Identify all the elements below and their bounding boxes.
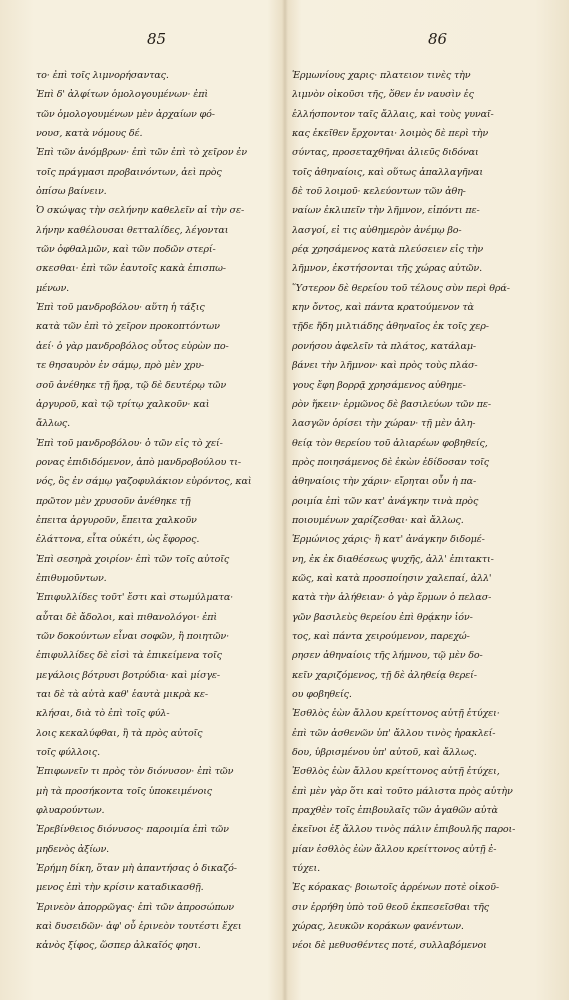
text-line: μίαν ἐσθλὸς ἐὼν ἄλλου κρείττονος αὐτῇ ἐ- [292, 843, 497, 855]
text-line: γους ἔφη βορρᾷ χρησάμενος αὐθημε- [292, 379, 466, 391]
text-line: πρῶτον μὲν χρυσοῦν ἀνέθηκε τῇ [36, 495, 191, 507]
text-line: το· ἐπὶ τοῖς λιμνορήσαντας. [36, 70, 169, 81]
text-line: μένων. [36, 282, 70, 294]
left-page-number: 85 [147, 30, 167, 48]
text-line: λοις κεκαλύφθαι, ἢ τὰ πρὸς αὐτοῖς [36, 727, 203, 739]
text-line: ἑλλήσποντον ταῖς ἄλλαις, καὶ τοὺς γυναῖ- [292, 108, 494, 120]
text-line: πραχθὲν τοῖς ἐπιβουλαῖς τῶν ἀγαθῶν αὐτὰ [292, 805, 498, 817]
text-line: δὲ τοῦ λοιμοῦ· κελεύοντων τῶν ἀθη- [292, 186, 466, 198]
text-line: κην ὄντος, καὶ πάντα κρατούμενον τὰ [292, 302, 474, 314]
text-line: τῶν ὁμολογουμένων μὲν ἀρχαίων φό- [36, 108, 215, 120]
text-line: νός, ὃς ἐν σάμῳ γαζοφυλάκιον εὑρόντος, καὶ [36, 476, 252, 488]
text-line: τῶν δοκούντων εἶναι σοφῶν, ἢ ποιητῶν· [36, 630, 229, 642]
text-line: κατὰ τὴν ἀλήθειαν· ὁ γὰρ ἕρμων ὁ πελασ- [292, 592, 492, 604]
text-line: τῶν ὀφθαλμῶν, καὶ τῶν ποδῶν στερί- [36, 244, 216, 256]
text-line: Ἑρμώνιος χάρις· ἢ κατ' ἀνάγκην διδομέ- [292, 534, 485, 546]
text-line: καὶ δυσειδῶν· ἀφ' οὗ ἐρινεὸν τουτέστι ἔχει [36, 921, 242, 933]
text-line: αὗται δὲ ἄδολοι, καὶ πιθανολόγοι· ἐπὶ [36, 611, 218, 623]
text-line: ἐπιφυλλίδες δὲ εἰσὶ τὰ ἐπικείμενα τοῖς [36, 650, 222, 662]
text-line: τοῖς ἀθηναίοις, καὶ οὕτως ἀπαλλαγῆναι [292, 166, 484, 178]
text-line: ρησεν ἀθηναίοις τῆς λήμνου, τῷ μὲν δο- [292, 650, 483, 662]
text-line: Ἐρινεὸν ἀπορρῶγας· ἐπὶ τῶν ἀπροσώπων [36, 901, 234, 913]
text-line: μενος ἐπὶ τὴν κρίσιν καταδικασθῇ. [36, 882, 204, 894]
text-line: κἀνὸς ξίφος, ὥσπερ ἀλκαῖός φησι. [36, 940, 201, 952]
text-line: κεῖν χαριζόμενος, τῇ δὲ ἀληθείᾳ θερεί- [292, 669, 477, 681]
text-line: ἀργυροῦ, καὶ τῷ τρίτῳ χαλκοῦν· καὶ [36, 398, 210, 410]
text-line: πρὸς ποιησάμενος δὲ ἑκὼν ἐδίδοσαν τοῖς [292, 456, 489, 468]
text-line: ἐπιθυμοῦντων. [36, 572, 107, 584]
text-line: ἐλάττονα, εἶτα οὐκέτι, ὡς ἔφορος. [36, 534, 200, 546]
text-line: σύντας, προσεταχθῆναι ἀλιεῦς διδόναι [292, 147, 479, 159]
text-line: ποιουμένων χαρίζεσθαι· καὶ ἄλλως. [292, 514, 464, 526]
text-line: φλυαρούντων. [36, 805, 105, 817]
text-line: τύχει. [292, 863, 321, 875]
text-line: ρονήσου ἀφελεῖν τὰ πλάτος, κατάλαμ- [292, 340, 477, 352]
text-line: ἄλλως. [36, 418, 70, 430]
text-line: Ἐπὶ σεσηρὰ χοιρίον· ἐπὶ τῶν τοῖς αὐτοῖς [36, 553, 230, 565]
text-line: τῇδε ἤδη μιλτιάδης ἀθηναῖος ἐκ τοῖς χερ- [292, 321, 489, 333]
text-line: ρέᾳ χρησάμενος κατὰ πλεύσειεν εἰς τὴν [292, 244, 484, 256]
text-line: Ἐπιφυλλίδες τοῦτ' ἔστι καὶ στωμύλματα· [36, 592, 234, 604]
left-text-column [36, 66, 270, 966]
text-line: σοῦ ἀνέθηκε τῇ ἥρᾳ, τῷ δὲ δευτέρῳ τῶν [36, 379, 227, 391]
text-line: Ἐρεβίνθειος διόνυσος· παροιμία ἐπὶ τῶν [36, 824, 229, 836]
text-line: λασγοί, εἰ τις αὐθημερὸν ἀνέμῳ βο- [292, 224, 462, 236]
text-line: ὀπίσω βαίνειν. [36, 186, 107, 198]
text-line: ἐπὶ μὲν γὰρ ὅτι καὶ τοῦτο μάλιστα πρὸς αὐτὴν [292, 785, 513, 797]
text-line: θείᾳ τὸν θερείου τοῦ ἀλιαρέων φοβηθείς, [292, 437, 488, 449]
text-line: μηδενὸς ἀξίων. [36, 843, 110, 855]
text-line: λήνην καθέλουσαι θετταλίδες, λέγονται [36, 224, 229, 236]
text-line: δου, ὑβρισμένου ὑπ' αὐτοῦ, καὶ ἄλλως. [292, 747, 477, 759]
text-line: Ἐπὶ δ' ἀλφίτων ὁμολογουμένων· ἐπὶ [36, 89, 209, 101]
text-line: κῶς, καὶ κατὰ προσποίησιν χαλεπαί, ἀλλ' [292, 572, 492, 584]
text-line: νέοι δὲ μεθυσθέντες ποτέ, συλλαβόμενοι [292, 940, 487, 952]
text-line: Ἐς κόρακας· βοιωτοῖς ἀρρένων ποτὲ οἰκοῦ- [292, 882, 499, 894]
text-line: σιν ἐρρήθη ὑπὸ τοῦ θεοῦ ἐκπεσεῖσθαι τῆς [292, 901, 489, 913]
text-line: τε θησαυρὸν ἐν σάμῳ, πρὸ μὲν χρυ- [36, 360, 205, 372]
text-line: Ἐπὶ τοῦ μανδροβόλου· αὕτη ἡ τάξις [36, 302, 205, 314]
text-line: ἀθηναίοις τὴν χάριν· εἴρηται οὖν ἡ πα- [292, 476, 477, 488]
text-line: κατὰ τῶν ἐπὶ τὸ χεῖρον προκοπτόντων [36, 321, 220, 333]
text-line: νουσ, κατὰ νόμους δέ. [36, 128, 143, 140]
text-line: Ἐρήμη δίκη, ὅταν μὴ ἀπαντήσας ὁ δικαζό- [36, 863, 237, 875]
text-line: ἐκεῖνοι ἐξ ἄλλου τινὸς πάλιν ἐπιβουλῆς παροι- [292, 824, 516, 836]
text-line: τοῖς πράγμασι προβαινόντων, ἀεὶ πρὸς [36, 166, 222, 178]
text-line: λιμνὸν οἰκοῦσι τῆς, ὅθεν ἐν ναυσὶν ἐς [292, 89, 474, 101]
text-line: κας ἐκεῖθεν ἔρχονται· λοιμὸς δὲ περὶ τὴν [292, 128, 489, 140]
text-line: ρὸν ἥκειν· ἐρμῶνος δὲ βασιλεύων τῶν πε- [292, 398, 491, 410]
text-line: λῆμνον, ἐκστήσονται τῆς χώρας αὐτῶν. [292, 263, 482, 275]
text-line: νη, ἐκ ἐκ διαθέσεως ψυχῆς, ἀλλ' ἐπιτακτι- [292, 553, 494, 565]
text-line: ται δὲ τὰ αὐτὰ καθ' ἑαυτὰ μικρὰ κε- [36, 689, 208, 700]
text-line: χώρας, λευκῶν κοράκων φανέντων. [292, 921, 464, 933]
text-line: ἐπὶ τῶν ἀσθενῶν ὑπ' ἄλλου τινὸς ἡρακλεί- [292, 727, 496, 739]
text-line: τος, καὶ πάντα χειρούμενον, παρεχώ- [292, 630, 470, 642]
text-line: Ἐπιφωνεῖν τι πρὸς τὸν διόνυσον· ἐπὶ τῶν [36, 766, 234, 778]
text-line: κλήσαι, διὰ τὸ ἐπὶ τοῖς φύλ- [36, 708, 170, 720]
text-line: Ἑρμωνίους χαρις· πλατειον τινὲς τὴν [292, 70, 471, 81]
text-line: Ὕστερον δὲ θερείου τοῦ τέλους σὺν περὶ θρά- [292, 282, 510, 294]
right-text-column [292, 66, 544, 966]
text-line: ἐπειτα ἀργυροῦν, ἔπειτα χαλκοῦν [36, 514, 197, 526]
text-line: ροιμία ἐπὶ τῶν κατ' ἀνάγκην τινὰ πρὸς [292, 495, 479, 507]
text-line: τοῖς φύλλοις. [36, 747, 100, 759]
text-line: Ἐσθλὸς ἐὼν ἄλλου κρείττονος αὐτῇ ἐτύχει· [292, 708, 500, 720]
text-line: ρονας ἐπιδιδόμενον, ἀπὸ μανδροβούλου τι- [36, 456, 241, 468]
text-line: γῶν βασιλεὺς θερείου ἐπὶ θρᾴκην ἰόν- [292, 611, 473, 623]
text-line: Ὁ σκώψας τὴν σελήνην καθελεῖν αἱ τὴν σε- [36, 205, 245, 217]
text-line: μεγάλοις βότρυσι βοτρύδια· καὶ μίσγε- [36, 669, 221, 681]
text-line: λασγῶν ὁρίσει τὴν χώραν· τῇ μὲν ἀλη- [292, 418, 476, 430]
right-page-number: 86 [428, 30, 448, 48]
text-line: βάνει τὴν λῆμνον· καὶ πρὸς τοὺς πλάσ- [292, 360, 478, 372]
text-line: μὴ τὰ προσήκοντα τοῖς ὑποκειμένοις [36, 785, 213, 797]
text-line: ου φοβηθείς. [292, 689, 352, 700]
page-gutter [282, 0, 288, 1000]
text-line: ἀεί· ὁ γὰρ μανδροβόλος οὗτος εὑρὼν πο- [36, 340, 229, 352]
text-line: σκεσθαι· ἐπὶ τῶν ἑαυτοῖς κακὰ ἐπισπω- [36, 263, 226, 275]
text-line: ναίων ἐκλιπεῖν τὴν λῆμνον, εἰπόντι πε- [292, 205, 480, 217]
text-line: Ἐσθλὸς ἐὼν ἄλλου κρείττονος αὐτῇ ἐτύχει, [292, 766, 500, 778]
text-line: Ἐπὶ τῶν ἀνόμβρων· ἐπὶ τῶν ἐπὶ τὸ χεῖρον ἐν [36, 147, 247, 159]
text-line: Ἐπὶ τοῦ μανδροβόλου· ὁ τῶν εἰς τὸ χεί- [36, 437, 223, 449]
